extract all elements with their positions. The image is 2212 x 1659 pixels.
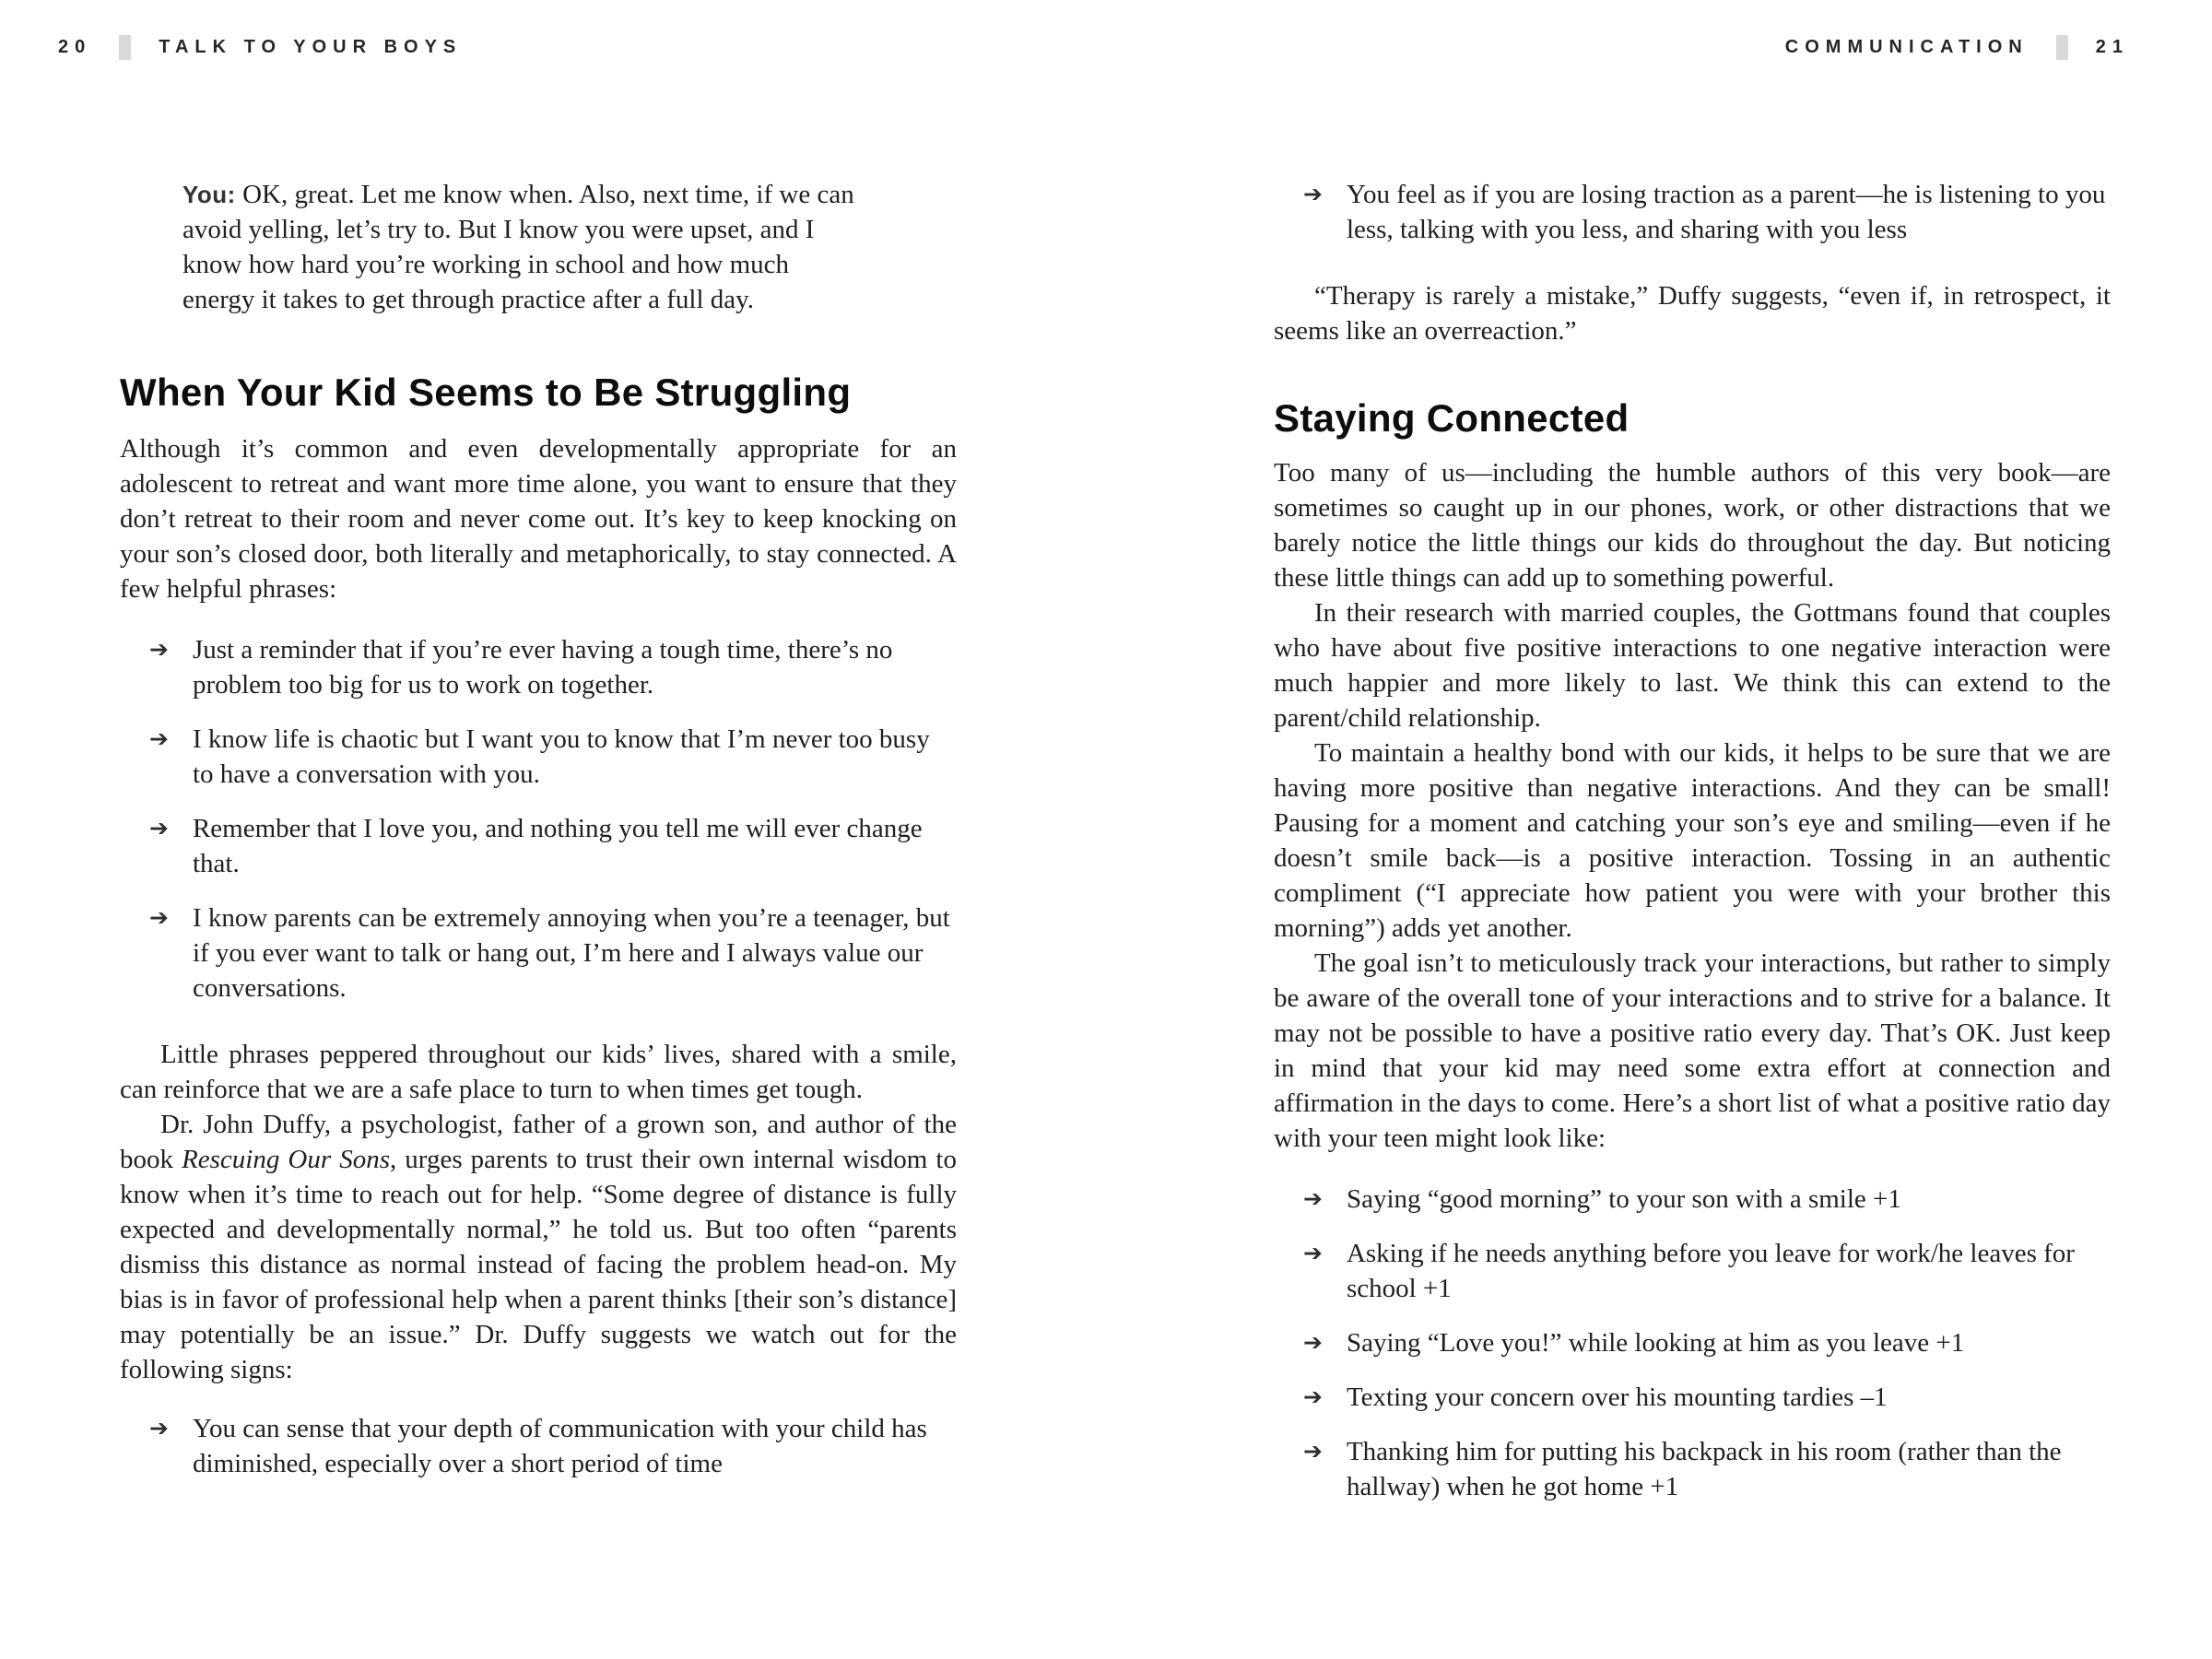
list-item bbox=[1303, 1325, 2111, 1360]
left-running-head bbox=[58, 35, 462, 60]
little-phrases-paragraph: Little phrases peppered throughout our kids’ lives, shared with a smile, can reinforce that we are a safe place to turn to when times get tough. bbox=[120, 1040, 957, 1104]
arrow-bullet-icon: ➔ bbox=[149, 636, 169, 663]
arrow-bullet-icon: ➔ bbox=[1303, 1240, 1323, 1266]
list-item bbox=[149, 900, 957, 1006]
warning-signs-list bbox=[120, 1411, 957, 1481]
staying-connected-paragraph: Too many of us—including the humble authors of this very book—are sometimes so caught up in our phones, work, or other distractions that we barely notice the little things our kids do throughout the day. But noticing these little things can add up to something powerful. bbox=[1274, 458, 2111, 593]
phrase-text: I know life is chaotic but I want you to know that I’m never too busy to have a conversation with you. bbox=[192, 724, 930, 789]
gottmans-paragraph: In their research with married couples, the Gottmans found that couples who have about five positive interactions to one negative interaction were much happier and more likely to last. We think this can extend to the parent/child relationship. bbox=[1274, 598, 2111, 733]
duffy-paragraph-text: Dr. John Duffy, a psychologist, father of a grown son, and author of the book bbox=[120, 1110, 957, 1174]
helpful-phrases-list bbox=[120, 632, 957, 1006]
arrow-bullet-icon: ➔ bbox=[149, 904, 169, 931]
list-item bbox=[149, 811, 957, 881]
positive-ratio-list bbox=[1274, 1182, 2111, 1504]
arrow-bullet-icon: ➔ bbox=[1303, 1185, 1323, 1212]
therapy-paragraph: “Therapy is rarely a mistake,” Duffy suggests, “even if, in retrospect, it seems like an overreaction.” bbox=[1274, 281, 2111, 346]
right-running-head bbox=[1785, 35, 2129, 60]
arrow-bullet-icon: ➔ bbox=[149, 1415, 169, 1441]
left-page-number: 20 bbox=[58, 37, 92, 57]
duffy-paragraph bbox=[120, 1107, 957, 1387]
phrase-text: Just a reminder that if you’re ever having a tough time, there’s no problem too big for us to work on together. bbox=[192, 635, 893, 700]
arrow-bullet-icon: ➔ bbox=[1303, 1383, 1323, 1410]
right-page-number: 21 bbox=[2095, 37, 2129, 57]
arrow-bullet-icon: ➔ bbox=[1303, 181, 1323, 207]
dialogue-text: OK, great. Let me know when. Also, next time, if we can avoid yelling, let’s try to. But I know you were upset, and I know how hard you’re working in school and how much energy it takes to get through practice after a full day. bbox=[182, 180, 854, 314]
header-divider-bar bbox=[2056, 35, 2068, 60]
warning-signs-list-continued bbox=[1274, 177, 2111, 247]
dialogue-speaker-label: You: bbox=[182, 181, 236, 208]
ratio-item-text: Saying “good morning” to your son with a smile +1 bbox=[1346, 1184, 1901, 1214]
duffy-paragraph-text: , urges parents to trust their own internal wisdom to know when it’s time to reach out for help. “Some degree of distance is fully expected and developmentally normal,” he told us. But too often “parents dismiss this distance as normal instead of facing the problem head-on. My bias is in favor of professional help when a parent thinks [their son’s distance] may potentially be an issue.” Dr. Duffy suggests we watch out for the following signs: bbox=[120, 1145, 957, 1384]
ratio-item-text: Asking if he needs anything before you leave for work/he leaves for school +1 bbox=[1346, 1239, 2075, 1303]
section-heading-struggling: When Your Kid Seems to Be Struggling bbox=[120, 371, 852, 414]
list-item bbox=[1303, 1236, 2111, 1306]
list-item bbox=[149, 632, 957, 702]
section-heading-staying-connected: Staying Connected bbox=[1274, 396, 1630, 440]
list-item bbox=[149, 722, 957, 792]
right-header-title: COMMUNICATION bbox=[1784, 37, 2029, 57]
arrow-bullet-icon: ➔ bbox=[149, 815, 169, 841]
arrow-bullet-icon: ➔ bbox=[1303, 1329, 1323, 1356]
right-page-content bbox=[1274, 177, 2111, 1504]
list-item bbox=[149, 1411, 957, 1481]
list-item bbox=[1303, 1182, 2111, 1217]
left-header-title: TALK TO YOUR BOYS bbox=[159, 37, 463, 57]
phrase-text: Remember that I love you, and nothing you tell me will ever change that. bbox=[192, 814, 923, 878]
list-item bbox=[1303, 177, 2111, 247]
ratio-item-text: Thanking him for putting his backpack in his room (rather than the hallway) when he got home +1 bbox=[1346, 1437, 2062, 1501]
header-divider-bar bbox=[119, 35, 131, 60]
sign-text: You feel as if you are losing traction as a parent—he is listening to you less, talking with you less, and sharing with you less bbox=[1346, 180, 2106, 244]
ratio-item-text: Texting your concern over his mounting tardies –1 bbox=[1346, 1382, 1888, 1412]
phrase-text: I know parents can be extremely annoying when you’re a teenager, but if you ever want to talk or hang out, I’m here and I always value our conversations. bbox=[192, 903, 950, 1003]
sign-text: You can sense that your depth of communication with your child has diminished, especially over a short period of time bbox=[192, 1414, 927, 1478]
left-page-content bbox=[120, 177, 957, 1481]
ratio-item-text: Saying “Love you!” while looking at him as you leave +1 bbox=[1346, 1328, 1965, 1358]
list-item bbox=[1303, 1434, 2111, 1504]
list-item bbox=[1303, 1380, 2111, 1415]
arrow-bullet-icon: ➔ bbox=[149, 725, 169, 752]
goal-paragraph: The goal isn’t to meticulously track your interactions, but rather to simply be aware of the overall tone of your interactions and to strive for a balance. It may not be possible to have a positive ratio every day. That’s OK. Just keep in mind that your kid may need some extra effort at connection and affirmation in the days to come. Here’s a short list of what a positive ratio day with your teen might look like: bbox=[1274, 948, 2111, 1153]
book-title-italic: Rescuing Our Sons bbox=[182, 1145, 390, 1174]
dialogue-block bbox=[120, 177, 866, 317]
healthy-bond-paragraph: To maintain a healthy bond with our kids, it helps to be sure that we are having more positive than negative interactions. And they can be small! Pausing for a moment and catching your son’s eye and smiling—even if he doesn’t smile back—is a positive interaction. Tossing in an authentic compliment (“I appreciate how patient you were with your brother this morning”) adds yet another. bbox=[1274, 738, 2111, 943]
struggling-intro-paragraph: Although it’s common and even developmentally appropriate for an adolescent to retreat and want more time alone, you want to ensure that they don’t retreat to their room and never come out. It’s key to keep knocking on your son’s closed door, both literally and metaphorically, to stay connected. A few helpful phrases: bbox=[120, 434, 957, 604]
arrow-bullet-icon: ➔ bbox=[1303, 1438, 1323, 1465]
